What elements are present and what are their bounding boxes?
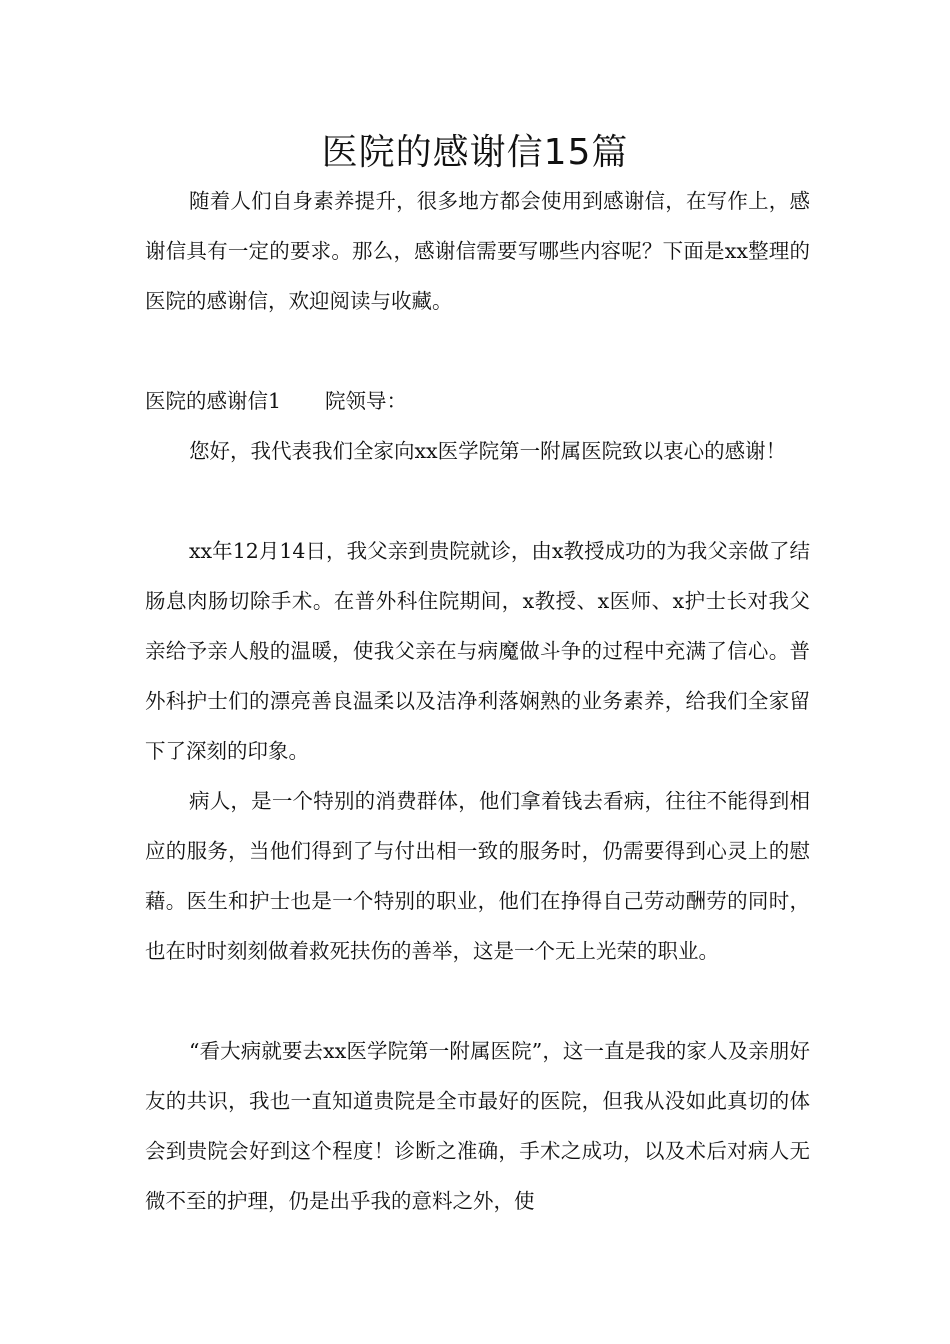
letter-heading: 医院的感谢信1 (145, 389, 282, 413)
intro-paragraph: 随着人们自身素养提升，很多地方都会使用到感谢信，在写作上，感谢信具有一定的要求。那么，感谢信需要写哪些内容呢？下面是xx整理的医院的感谢信，欢迎阅读与收藏。 (145, 189, 810, 313)
paragraph-reputation: “看大病就要去xx医学院第一附属医院”，这一直是我的家人及亲朋好友的共识，我也一直知道贵院是全市最好的医院，但我从没如此真切的体会到贵院会好到这个程度！诊断之准确，手术之成功，以及术后对病人无微不至的护理，仍是出乎我的意料之外，使 (145, 1039, 810, 1213)
document-title: 医院的感谢信15篇 (321, 132, 629, 173)
salutation: 院领导： (325, 389, 408, 413)
paragraph-patients: 病人，是一个特别的消费群体，他们拿着钱去看病，往往不能得到相应的服务，当他们得到了与付出相一致的服务时，仍需要得到心灵上的慰藉。医生和护士也是一个特别的职业，他们在挣得自己劳动酬劳的同时，也在时时刻刻做着救死扶伤的善举，这是一个无上光荣的职业。 (145, 789, 810, 963)
paragraph-surgery: xx年12月14日，我父亲到贵院就诊，由x教授成功的为我父亲做了结肠息肉肠切除手术。在普外科住院期间，x教授、x医师、x护士长对我父亲给予亲人般的温暖，使我父亲在与病魔做斗争的过程中充满了信心。普外科护士们的漂亮善良温柔以及洁净利落娴熟的业务素养，给我们全家留下了深刻的印象。 (145, 539, 810, 763)
letter-heading-line (145, 376, 810, 426)
paragraph-greeting: 您好，我代表我们全家向xx医学院第一附属医院致以衷心的感谢！ (189, 439, 787, 463)
